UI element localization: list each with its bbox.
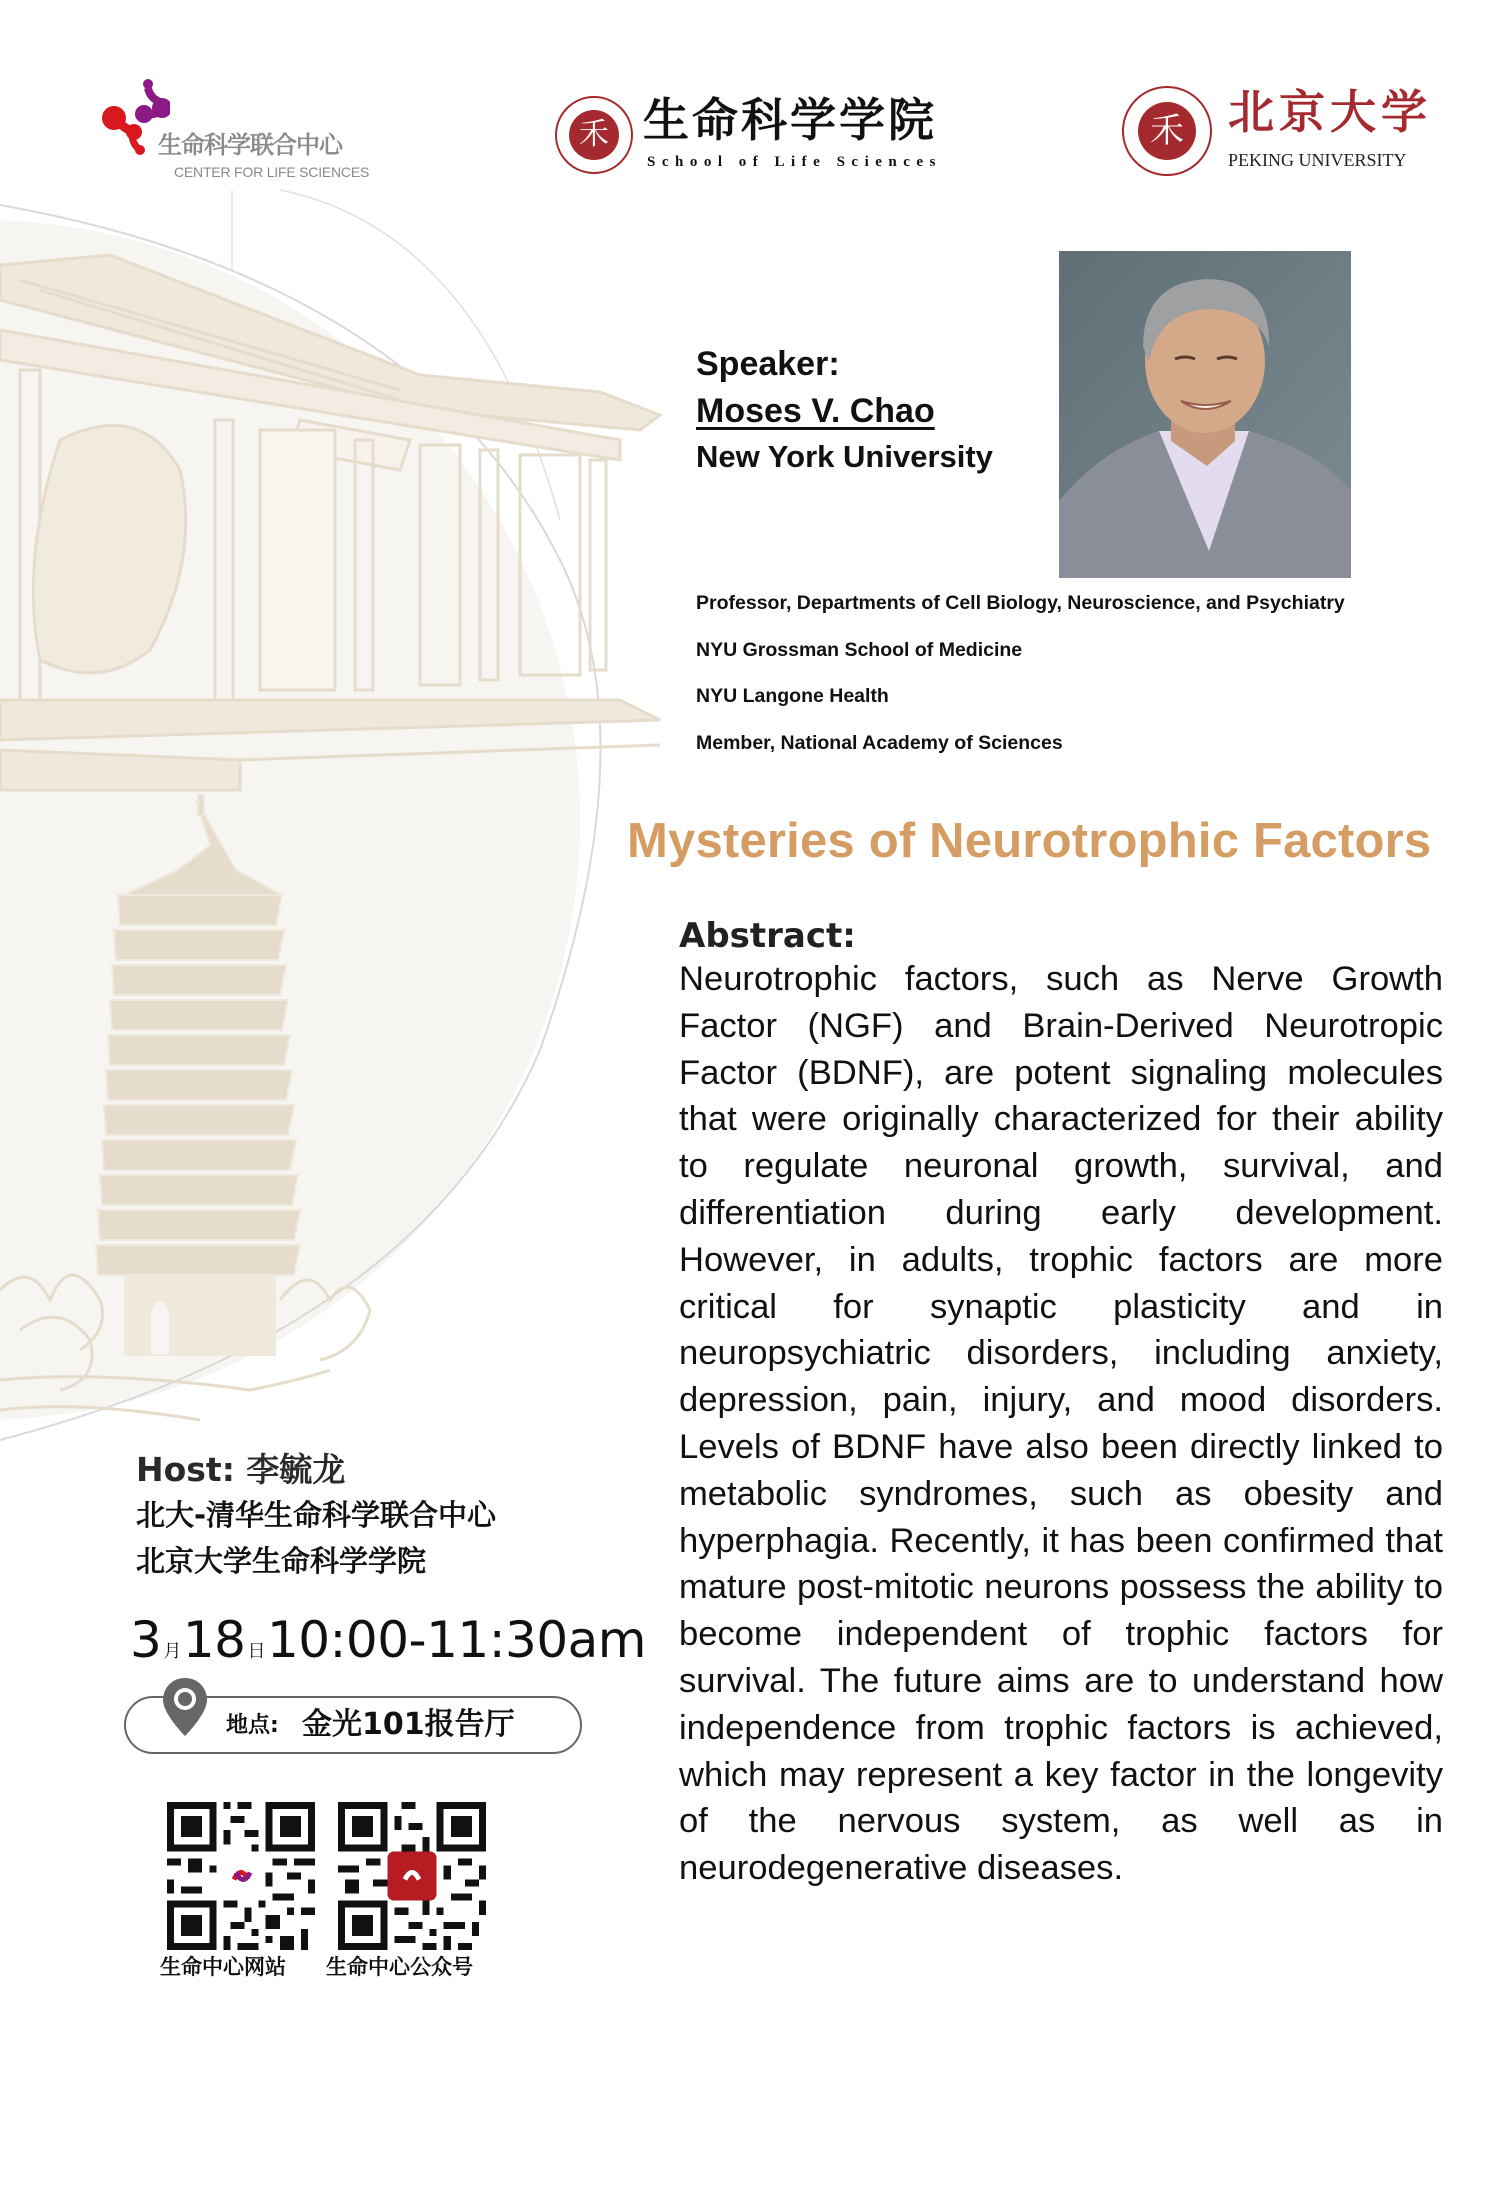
speaker-name: Moses V. Chao — [696, 392, 935, 430]
speaker-title-item: Professor, Departments of Cell Biology, Neuroscience, and Psychiatry — [696, 592, 1345, 614]
host-organization: 北大-清华生命科学联合中心 — [136, 1498, 497, 1532]
qr-label-wechat: 生命中心公众号 — [326, 1955, 473, 1979]
peking-university-seal-icon: ⽲ — [555, 96, 633, 174]
host-organization: 北京大学生命科学学院 — [136, 1544, 427, 1578]
website-qr-code[interactable] — [167, 1802, 315, 1950]
location-pin-icon — [160, 1676, 210, 1738]
talk-title: Mysteries of Neurotrophic Factors — [627, 814, 1432, 868]
event-day: 18 — [182, 1611, 246, 1669]
center-logo-chinese-text: 生命科学联合中心 — [158, 131, 342, 159]
school-logo-english-text: School of Life Sciences — [647, 154, 942, 170]
location-pill — [124, 1696, 582, 1754]
speaker-label: Speaker: — [696, 345, 840, 383]
abstract-heading: Abstract: — [679, 916, 856, 956]
wechat-qr-code[interactable] — [338, 1802, 486, 1950]
month-unit: 月 — [163, 1641, 181, 1662]
qr-label-website: 生命中心网站 — [160, 1955, 286, 1979]
day-unit: 日 — [247, 1641, 265, 1662]
speaker-titles-list — [696, 592, 1345, 778]
school-logo-chinese-text: 生命科学学院 — [643, 93, 937, 147]
university-logo-chinese-text: 北京大学 — [1228, 85, 1432, 139]
speaker-title-item: NYU Grossman School of Medicine — [696, 638, 1023, 661]
peking-university-logo — [1118, 84, 1448, 190]
speaker-portrait-image — [1059, 251, 1351, 578]
location-label: 地点: — [226, 1713, 279, 1738]
event-month: 3 — [130, 1611, 162, 1669]
university-logo-english-text: PEKING UNIVERSITY — [1228, 150, 1407, 170]
center-logo-english-text: CENTER FOR LIFE SCIENCES — [174, 164, 370, 180]
speaker-title-item: Member, National Academy of Sciences — [696, 731, 1063, 754]
host-line — [136, 1448, 496, 1492]
host-label: Host: — [136, 1450, 235, 1489]
speaker-title-item: NYU Langone Health — [696, 685, 889, 707]
speaker-affiliation: New York University — [696, 439, 993, 474]
location-value: 金光101报告厅 — [302, 1707, 515, 1742]
event-time: 10:00-11:30am — [266, 1611, 647, 1669]
event-datetime — [130, 1610, 646, 1682]
host-block — [136, 1448, 496, 1584]
host-name: 李毓龙 — [246, 1450, 346, 1489]
peking-university-seal-icon: ⽲ — [1122, 86, 1212, 176]
speaker-photo — [1059, 251, 1351, 578]
school-of-life-sciences-logo — [555, 92, 942, 192]
abstract-text: Neurotrophic factors, such as Nerve Growth Factor (NGF) and Brain-Derived Neurotropic Factor (BDNF), are potent signaling molecules that were originally characterized for their ability to regulate neuronal growth, survival, and differentiation during early development. However, in adults, trophic factors are more critical for synaptic plasticity and in neuropsychiatric disorders, including anxiety, depression, pain, injury, and mood disorders. Levels of BDNF have also been directly linked to metabolic syndromes, such as obesity and hyperphagia. Recently, it has been confirmed that mature post-mitotic neurons possess the ability to become independent of trophic factors for survival. The future aims are to understand how independence from trophic factors is achieved, which may represent a key factor in the longevity of the nervous system, as well as in neurodegenerative diseases. — [679, 960, 1443, 1888]
speaker-block — [696, 340, 993, 480]
center-for-life-sciences-logo — [100, 78, 390, 188]
abstract-section — [679, 916, 1443, 1892]
